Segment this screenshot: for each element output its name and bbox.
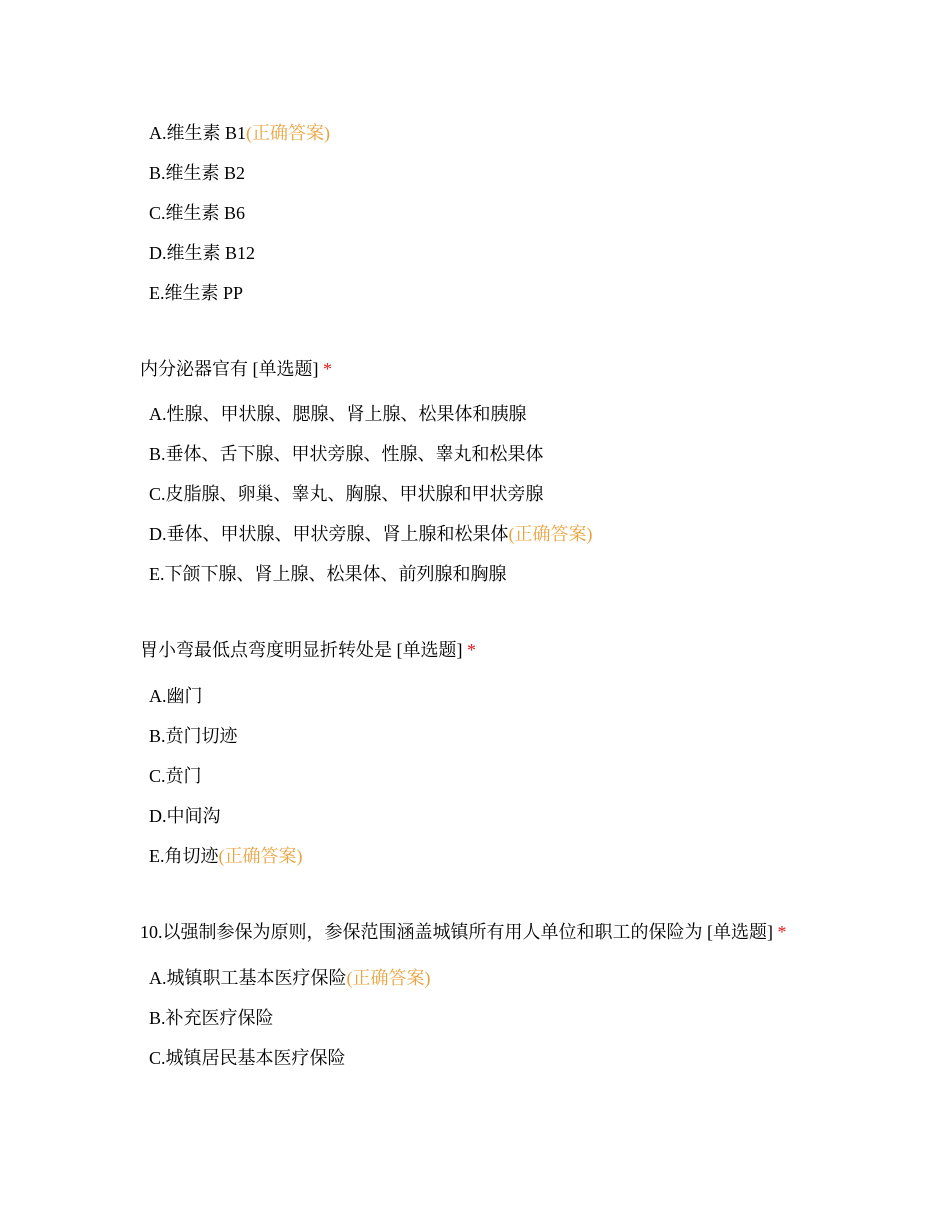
option-text: A.性腺、甲状腺、腮腺、肾上腺、松果体和胰腺	[149, 404, 527, 424]
option-a	[149, 121, 330, 145]
option-c	[149, 764, 202, 788]
option-text: B.贲门切迹	[149, 726, 238, 746]
option-c	[149, 482, 544, 506]
required-mark: *	[467, 640, 476, 660]
option-d	[149, 241, 255, 265]
option-c	[149, 201, 245, 225]
option-b	[149, 724, 238, 748]
option-text: C.贲门	[149, 766, 202, 786]
option-e	[149, 844, 303, 868]
option-text: A.维生素 B1	[149, 123, 247, 143]
correct-answer-tag: (正确答案)	[508, 524, 593, 544]
required-mark: *	[323, 359, 332, 379]
option-text: A.城镇职工基本医疗保险	[149, 968, 347, 988]
question-text: 胃小弯最低点弯度明显折转处是 [单选题]	[140, 640, 463, 660]
option-c	[149, 1046, 346, 1070]
option-d	[149, 522, 593, 546]
correct-answer-tag: (正确答案)	[218, 846, 303, 866]
option-text: E.角切迹	[149, 846, 219, 866]
correct-answer-tag: (正确答案)	[246, 123, 331, 143]
question-text: 10.以强制参保为原则，参保范围涵盖城镇所有用人单位和职工的保险为 [单选题]	[140, 922, 773, 942]
option-text: D.垂体、甲状腺、甲状旁腺、肾上腺和松果体	[149, 524, 509, 544]
option-a	[149, 966, 431, 990]
option-a	[149, 402, 527, 426]
question-title	[140, 638, 476, 662]
option-b	[149, 161, 245, 185]
option-text: A.幽门	[149, 686, 203, 706]
option-b	[149, 442, 544, 466]
option-b	[149, 1006, 274, 1030]
option-text: B.垂体、舌下腺、甲状旁腺、性腺、睾丸和松果体	[149, 444, 544, 464]
option-text: D.中间沟	[149, 806, 221, 826]
option-e	[149, 562, 507, 586]
option-text: E.下颌下腺、肾上腺、松果体、前列腺和胸腺	[149, 564, 507, 584]
option-text: B.补充医疗保险	[149, 1008, 274, 1028]
option-e	[149, 281, 243, 305]
question-title	[140, 920, 787, 944]
option-text: E.维生素 PP	[149, 283, 244, 303]
question-title	[140, 357, 332, 381]
option-text: D.维生素 B12	[149, 243, 256, 263]
option-text: C.维生素 B6	[149, 203, 246, 223]
question-text: 内分泌器官有 [单选题]	[140, 359, 319, 379]
required-mark: *	[777, 922, 787, 942]
option-d	[149, 804, 221, 828]
option-text: B.维生素 B2	[149, 163, 246, 183]
option-text: C.城镇居民基本医疗保险	[149, 1048, 346, 1068]
option-a	[149, 684, 203, 708]
correct-answer-tag: (正确答案)	[346, 968, 431, 988]
option-text: C.皮脂腺、卵巢、睾丸、胸腺、甲状腺和甲状旁腺	[149, 484, 544, 504]
